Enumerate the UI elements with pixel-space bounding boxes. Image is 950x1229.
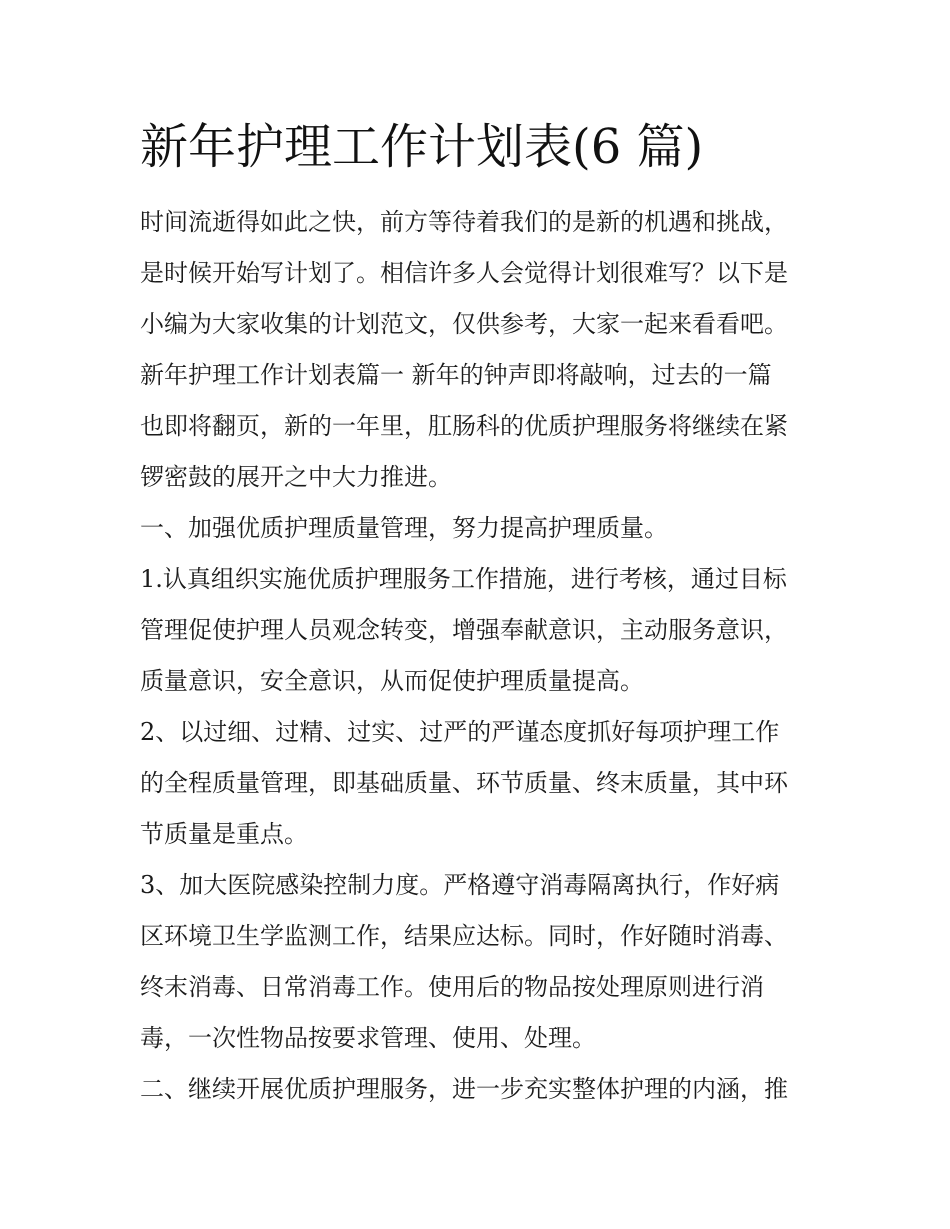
- body-line: 区环境卫生学监测工作，结果应达标。同时，作好随时消毒、: [140, 922, 788, 950]
- body-line: 新年护理工作计划表篇一 新年的钟声即将敲响，过去的一篇: [140, 361, 772, 389]
- section-heading: 一、加强优质护理质量管理，努力提高护理质量。: [140, 514, 668, 542]
- section-heading: 二、继续开展优质护理服务，进一步充实整体护理的内涵，推: [140, 1075, 788, 1103]
- body-line: 质量意识，安全意识，从而促使护理质量提高。: [140, 667, 644, 695]
- body-line: 锣密鼓的展开之中大力推进。: [140, 463, 452, 491]
- body-line: 3、加大医院感染控制力度。严格遵守消毒隔离执行，作好病: [140, 871, 780, 899]
- body-line: 时间流逝得如此之快，前方等待着我们的是新的机遇和挑战，: [140, 208, 788, 236]
- body-line: 2、以过细、过精、过实、过严的严谨态度抓好每项护理工作: [140, 718, 780, 746]
- body-line: 也即将翻页，新的一年里，肛肠科的优质护理服务将继续在紧: [140, 412, 788, 440]
- body-line: 管理促使护理人员观念转变，增强奉献意识，主动服务意识，: [140, 616, 788, 644]
- document-body: [140, 197, 820, 1115]
- body-line: 小编为大家收集的计划范文，仅供参考，大家一起来看看吧。: [140, 310, 788, 338]
- body-line: 终末消毒、日常消毒工作。使用后的物品按处理原则进行消: [140, 973, 764, 1001]
- body-line: 1.认真组织实施优质护理服务工作措施，进行考核，通过目标: [140, 565, 787, 593]
- body-line: 节质量是重点。: [140, 820, 308, 848]
- body-line: 的全程质量管理，即基础质量、环节质量、终末质量，其中环: [140, 769, 788, 797]
- document-title: 新年护理工作计划表(6 篇): [140, 119, 704, 175]
- body-line: 毒，一次性物品按要求管理、使用、处理。: [140, 1024, 596, 1052]
- body-line: 是时候开始写计划了。相信许多人会觉得计划很难写？以下是: [140, 259, 788, 287]
